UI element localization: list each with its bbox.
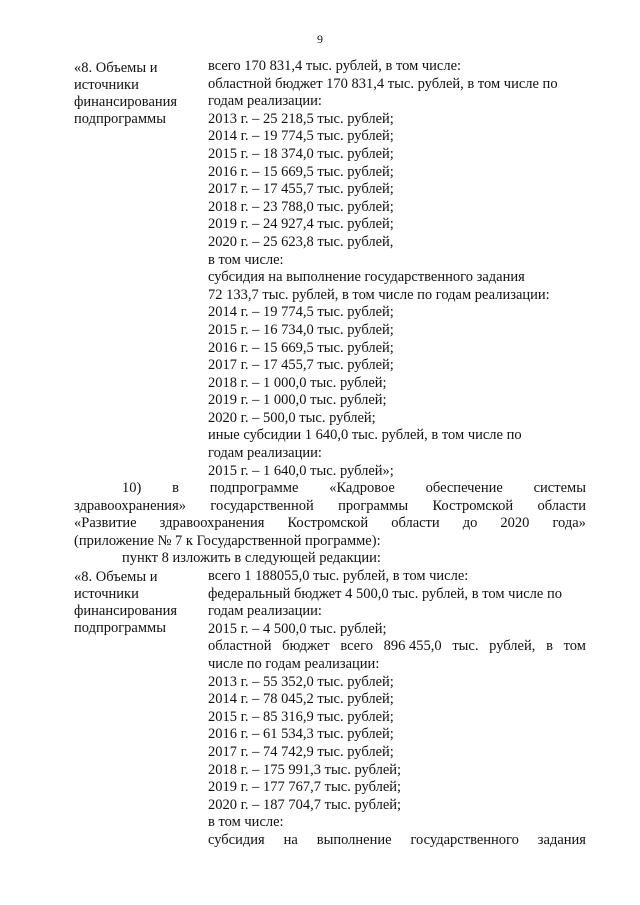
word: здравоохранения xyxy=(159,515,265,532)
text-line: 2014 г. – 19 774,5 тыс. рублей; xyxy=(208,128,394,145)
block1-left-label xyxy=(74,60,204,128)
word: Костромской xyxy=(432,497,514,514)
word: всего xyxy=(340,638,373,655)
text-line: иные субсидии 1 640,0 тыс. рублей, в том числе по xyxy=(208,427,522,444)
word: областной xyxy=(208,638,272,655)
text-line: 2019 г. – 177 767,7 тыс. рублей; xyxy=(208,779,402,796)
text-line: 2019 г. – 1 000,0 тыс. рублей; xyxy=(208,392,387,409)
label-line: финансирования xyxy=(74,93,178,110)
text-line: 2015 г. – 1 640,0 тыс. рублей»; xyxy=(208,462,394,479)
text-line: 2020 г. – 25 623,8 тыс. рублей, xyxy=(208,233,394,250)
word: государственной xyxy=(210,497,314,514)
text-line: 2015 г. – 16 734,0 тыс. рублей; xyxy=(208,321,394,338)
word: здравоохранения» xyxy=(74,497,186,514)
text-line: 2016 г. – 15 669,5 тыс. рублей; xyxy=(208,339,394,356)
label-line: финансирования xyxy=(74,602,178,619)
block2-left-label xyxy=(74,569,204,637)
paragraph-10 xyxy=(74,480,586,568)
paragraph-10-line-4: (приложение № 7 к Государственной программе): xyxy=(74,532,381,549)
word: 2020 xyxy=(500,515,530,532)
text-line: 2017 г. – 74 742,9 тыс. рублей; xyxy=(208,743,394,760)
word: выполнение xyxy=(316,831,392,848)
text-line: всего 1 188055,0 тыс. рублей, в том числе: xyxy=(208,568,469,584)
text-line: годам реализации: xyxy=(208,445,322,462)
text-line: 2018 г. – 23 788,0 тыс. рублей; xyxy=(208,198,394,215)
text-line: 2017 г. – 17 455,7 тыс. рублей; xyxy=(208,357,394,374)
word: бюджет xyxy=(282,638,330,655)
word: в xyxy=(546,638,553,655)
text-line: федеральный бюджет 4 500,0 тыс. рублей, в том числе по xyxy=(208,585,562,602)
word: системы xyxy=(533,480,586,496)
paragraph-10-line-5: пункт 8 изложить в следующей редакции: xyxy=(122,550,381,567)
regional-budget-line xyxy=(208,638,586,656)
text-line: 2017 г. – 17 455,7 тыс. рублей; xyxy=(208,181,394,198)
text-line: 2013 г. – 55 352,0 тыс. рублей; xyxy=(208,673,394,690)
paragraph-10-line-2 xyxy=(74,498,586,516)
word: в xyxy=(172,480,179,496)
text-line: 72 133,7 тыс. рублей, в том числе по годам реализации: xyxy=(208,286,550,303)
text-line: 2015 г. – 4 500,0 тыс. рублей; xyxy=(208,620,387,637)
block2-right-text xyxy=(208,568,586,850)
word: «Кадровое xyxy=(329,480,395,496)
text-line: 2020 г. – 187 704,7 тыс. рублей; xyxy=(208,796,402,813)
label-line: подпрограммы xyxy=(74,110,166,127)
word: «Развитие xyxy=(74,515,137,532)
text-line: областной бюджет 170 831,4 тыс. рублей, в том числе по xyxy=(208,75,558,92)
word: области xyxy=(537,497,586,514)
text-line: 2018 г. – 175 991,3 тыс. рублей; xyxy=(208,761,402,778)
word: подпрограмме xyxy=(209,480,299,496)
page-number: 9 xyxy=(317,32,323,46)
word: года» xyxy=(552,515,586,532)
text-line: 2015 г. – 18 374,0 тыс. рублей; xyxy=(208,145,394,162)
word: 10) xyxy=(122,480,142,496)
label-line: источники xyxy=(74,76,139,93)
word: до xyxy=(462,515,478,532)
text-line: субсидия на выполнение государственного задания xyxy=(208,269,525,286)
paragraph-10-line-3 xyxy=(74,515,586,533)
label-line: подпрограммы xyxy=(74,619,166,636)
text-line: 2014 г. – 19 774,5 тыс. рублей; xyxy=(208,304,394,321)
text-line: 2014 г. – 78 045,2 тыс. рублей; xyxy=(208,691,394,708)
label-line: источники xyxy=(74,585,139,602)
text-line: 2019 г. – 24 927,4 тыс. рублей; xyxy=(208,216,394,233)
paragraph-10-line-1 xyxy=(74,480,586,498)
word: том xyxy=(563,638,586,655)
subsidy-line xyxy=(208,832,586,850)
text-line: в том числе: xyxy=(208,814,284,831)
text-line: всего 170 831,4 тыс. рублей, в том числе: xyxy=(208,58,462,74)
word: программы xyxy=(338,497,409,514)
word: государственного xyxy=(410,831,519,848)
text-line: числе по годам реализации: xyxy=(208,655,380,672)
text-line: годам реализации: xyxy=(208,93,322,110)
text-line: 2018 г. – 1 000,0 тыс. рублей; xyxy=(208,374,387,391)
word: рублей, xyxy=(489,638,536,655)
text-line: 2015 г. – 85 316,9 тыс. рублей; xyxy=(208,708,394,725)
text-line: 2020 г. – 500,0 тыс. рублей; xyxy=(208,409,376,426)
block1-right-text xyxy=(208,58,586,480)
word: на xyxy=(283,831,298,848)
word: области xyxy=(391,515,440,532)
text-line: 2016 г. – 15 669,5 тыс. рублей; xyxy=(208,163,394,180)
label-line: «8. Объемы и xyxy=(74,60,158,76)
word: задания xyxy=(537,831,586,848)
word: обеспечение xyxy=(425,480,503,496)
word: Костромской xyxy=(287,515,369,532)
text-line: 2016 г. – 61 534,3 тыс. рублей; xyxy=(208,726,394,743)
word: субсидия xyxy=(208,831,265,848)
word: 896 455,0 xyxy=(383,638,442,655)
text-line: в том числе: xyxy=(208,251,284,268)
text-line: 2013 г. – 25 218,5 тыс. рублей; xyxy=(208,110,394,127)
text-line: годам реализации: xyxy=(208,603,322,620)
label-line: «8. Объемы и xyxy=(74,569,158,585)
word: тыс. xyxy=(452,638,479,655)
